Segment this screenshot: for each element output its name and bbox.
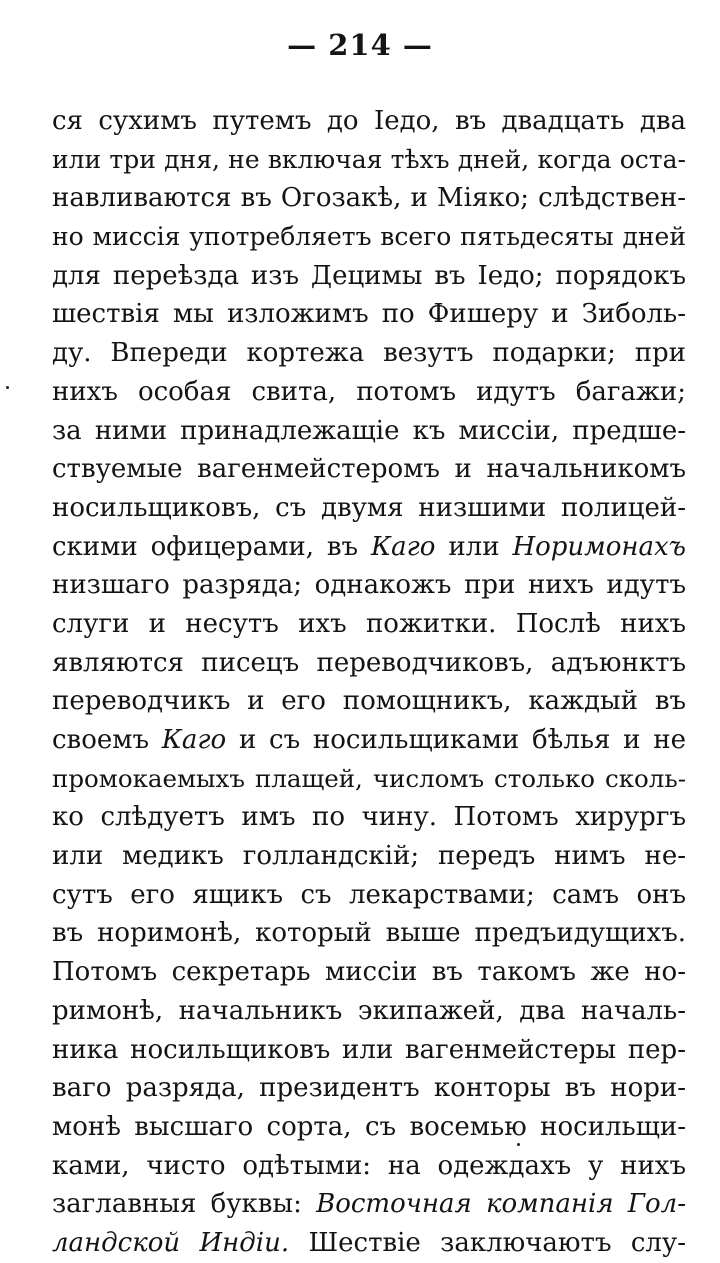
text-segment: и съ носильщиками бѣлья и не (226, 725, 686, 755)
text-line (52, 179, 686, 218)
text-line (52, 876, 686, 915)
text-line (52, 682, 686, 721)
text-segment: монѣ высшаго сорта, съ восемью носильщи- (52, 1111, 686, 1142)
text-segment: ствуемые вагенмейстеромъ и начальникомъ (52, 454, 686, 485)
body-text (52, 102, 686, 1263)
text-line (52, 141, 686, 180)
text-line (52, 760, 686, 799)
text-segment: навливаются въ Огозакѣ, и Міяко; слѣдствен- (52, 183, 686, 214)
text-line (52, 102, 686, 141)
text-line (52, 1147, 686, 1186)
text-segment: заглавныя буквы: (52, 1189, 317, 1220)
italic-text-segment: Каго (161, 725, 227, 755)
text-segment: ся сухимъ путемъ до Іедо, въ двадцать два (52, 106, 686, 136)
text-segment: для переѣзда изъ Децимы въ Іедо; порядокъ (52, 260, 686, 291)
text-line (52, 992, 686, 1031)
text-line (52, 412, 686, 451)
text-segment: слуги и несутъ ихъ пожитки. Послѣ нихъ (52, 608, 686, 639)
text-line (52, 218, 686, 257)
text-line (52, 528, 686, 567)
text-segment: ду. Впереди кортежа везутъ подарки; при (52, 338, 686, 369)
text-segment: ко слѣдуетъ имъ по чину. Потомъ хирургъ (52, 802, 686, 833)
text-segment: носильщиковъ, съ двумя низшими полицей- (52, 492, 686, 523)
text-line (52, 334, 686, 373)
text-line (52, 644, 686, 683)
text-line (52, 914, 686, 953)
text-line (52, 605, 686, 644)
text-line (52, 489, 686, 528)
text-line (52, 566, 686, 605)
text-segment: промокаемыхъ плащей, числомъ столько сколь- (52, 763, 686, 793)
text-segment: Шествіе заключаютъ слу- (289, 1227, 686, 1258)
text-line (52, 1069, 686, 1108)
text-line (52, 1031, 686, 1070)
text-segment: ками, чисто одѣтыми: на одеждахъ у нихъ (52, 1150, 686, 1181)
text-segment: ника носильщиковъ или вагенмейстеры пер- (52, 1034, 686, 1065)
text-line (52, 1185, 686, 1224)
page-number-header: — 214 — (287, 28, 433, 62)
text-line (52, 257, 686, 296)
text-segment: или три дня, не включая тѣхъ дней, когда оста- (52, 144, 686, 174)
text-segment: или медикъ голландскій; передъ нимъ не- (52, 841, 686, 872)
italic-text-segment: ландской Индіи. (52, 1227, 290, 1258)
text-segment: ваго разряда, президентъ конторы въ нори- (52, 1073, 686, 1104)
text-segment: низшаго разряда; однакожъ при нихъ идутъ (52, 570, 686, 601)
text-segment: скими офицерами, въ (52, 531, 372, 562)
text-line (52, 295, 686, 334)
text-line (52, 798, 686, 837)
italic-text-segment: Восточная компанія Гол- (316, 1189, 686, 1220)
text-line (52, 1224, 686, 1263)
text-segment: нихъ особая свита, потомъ идутъ багажи; (52, 376, 686, 407)
text-segment: переводчикъ и его помощникъ, каждый въ (52, 686, 686, 717)
print-speck (6, 386, 9, 389)
text-line (52, 837, 686, 876)
text-segment: въ норимонѣ, который выше предъидущихъ. (52, 918, 686, 949)
text-line (52, 450, 686, 489)
text-segment: или (435, 531, 513, 562)
text-line (52, 953, 686, 992)
text-segment: сутъ его ящикъ съ лекарствами; самъ онъ (52, 879, 686, 910)
text-segment: за ними принадлежащіе къ миссіи, предше- (52, 415, 686, 446)
text-line (52, 373, 686, 412)
text-segment: Потомъ секретарь миссіи въ такомъ же но- (52, 957, 686, 988)
text-segment: римонѣ, начальникъ экипажей, два началь- (52, 995, 686, 1026)
italic-text-segment: Норимонахъ (512, 531, 686, 562)
text-segment: являются писецъ переводчиковъ, адъюнктъ (52, 647, 686, 678)
text-segment: своемъ (52, 725, 162, 755)
print-speck (517, 1143, 520, 1146)
italic-text-segment: Каго (371, 531, 436, 562)
text-line (52, 1108, 686, 1147)
text-segment: но миссія употребляетъ всего пятьдесяты дней (52, 222, 686, 252)
text-segment: шествія мы изложимъ по Фишеру и Зиболь- (52, 299, 686, 330)
text-line (52, 721, 686, 760)
